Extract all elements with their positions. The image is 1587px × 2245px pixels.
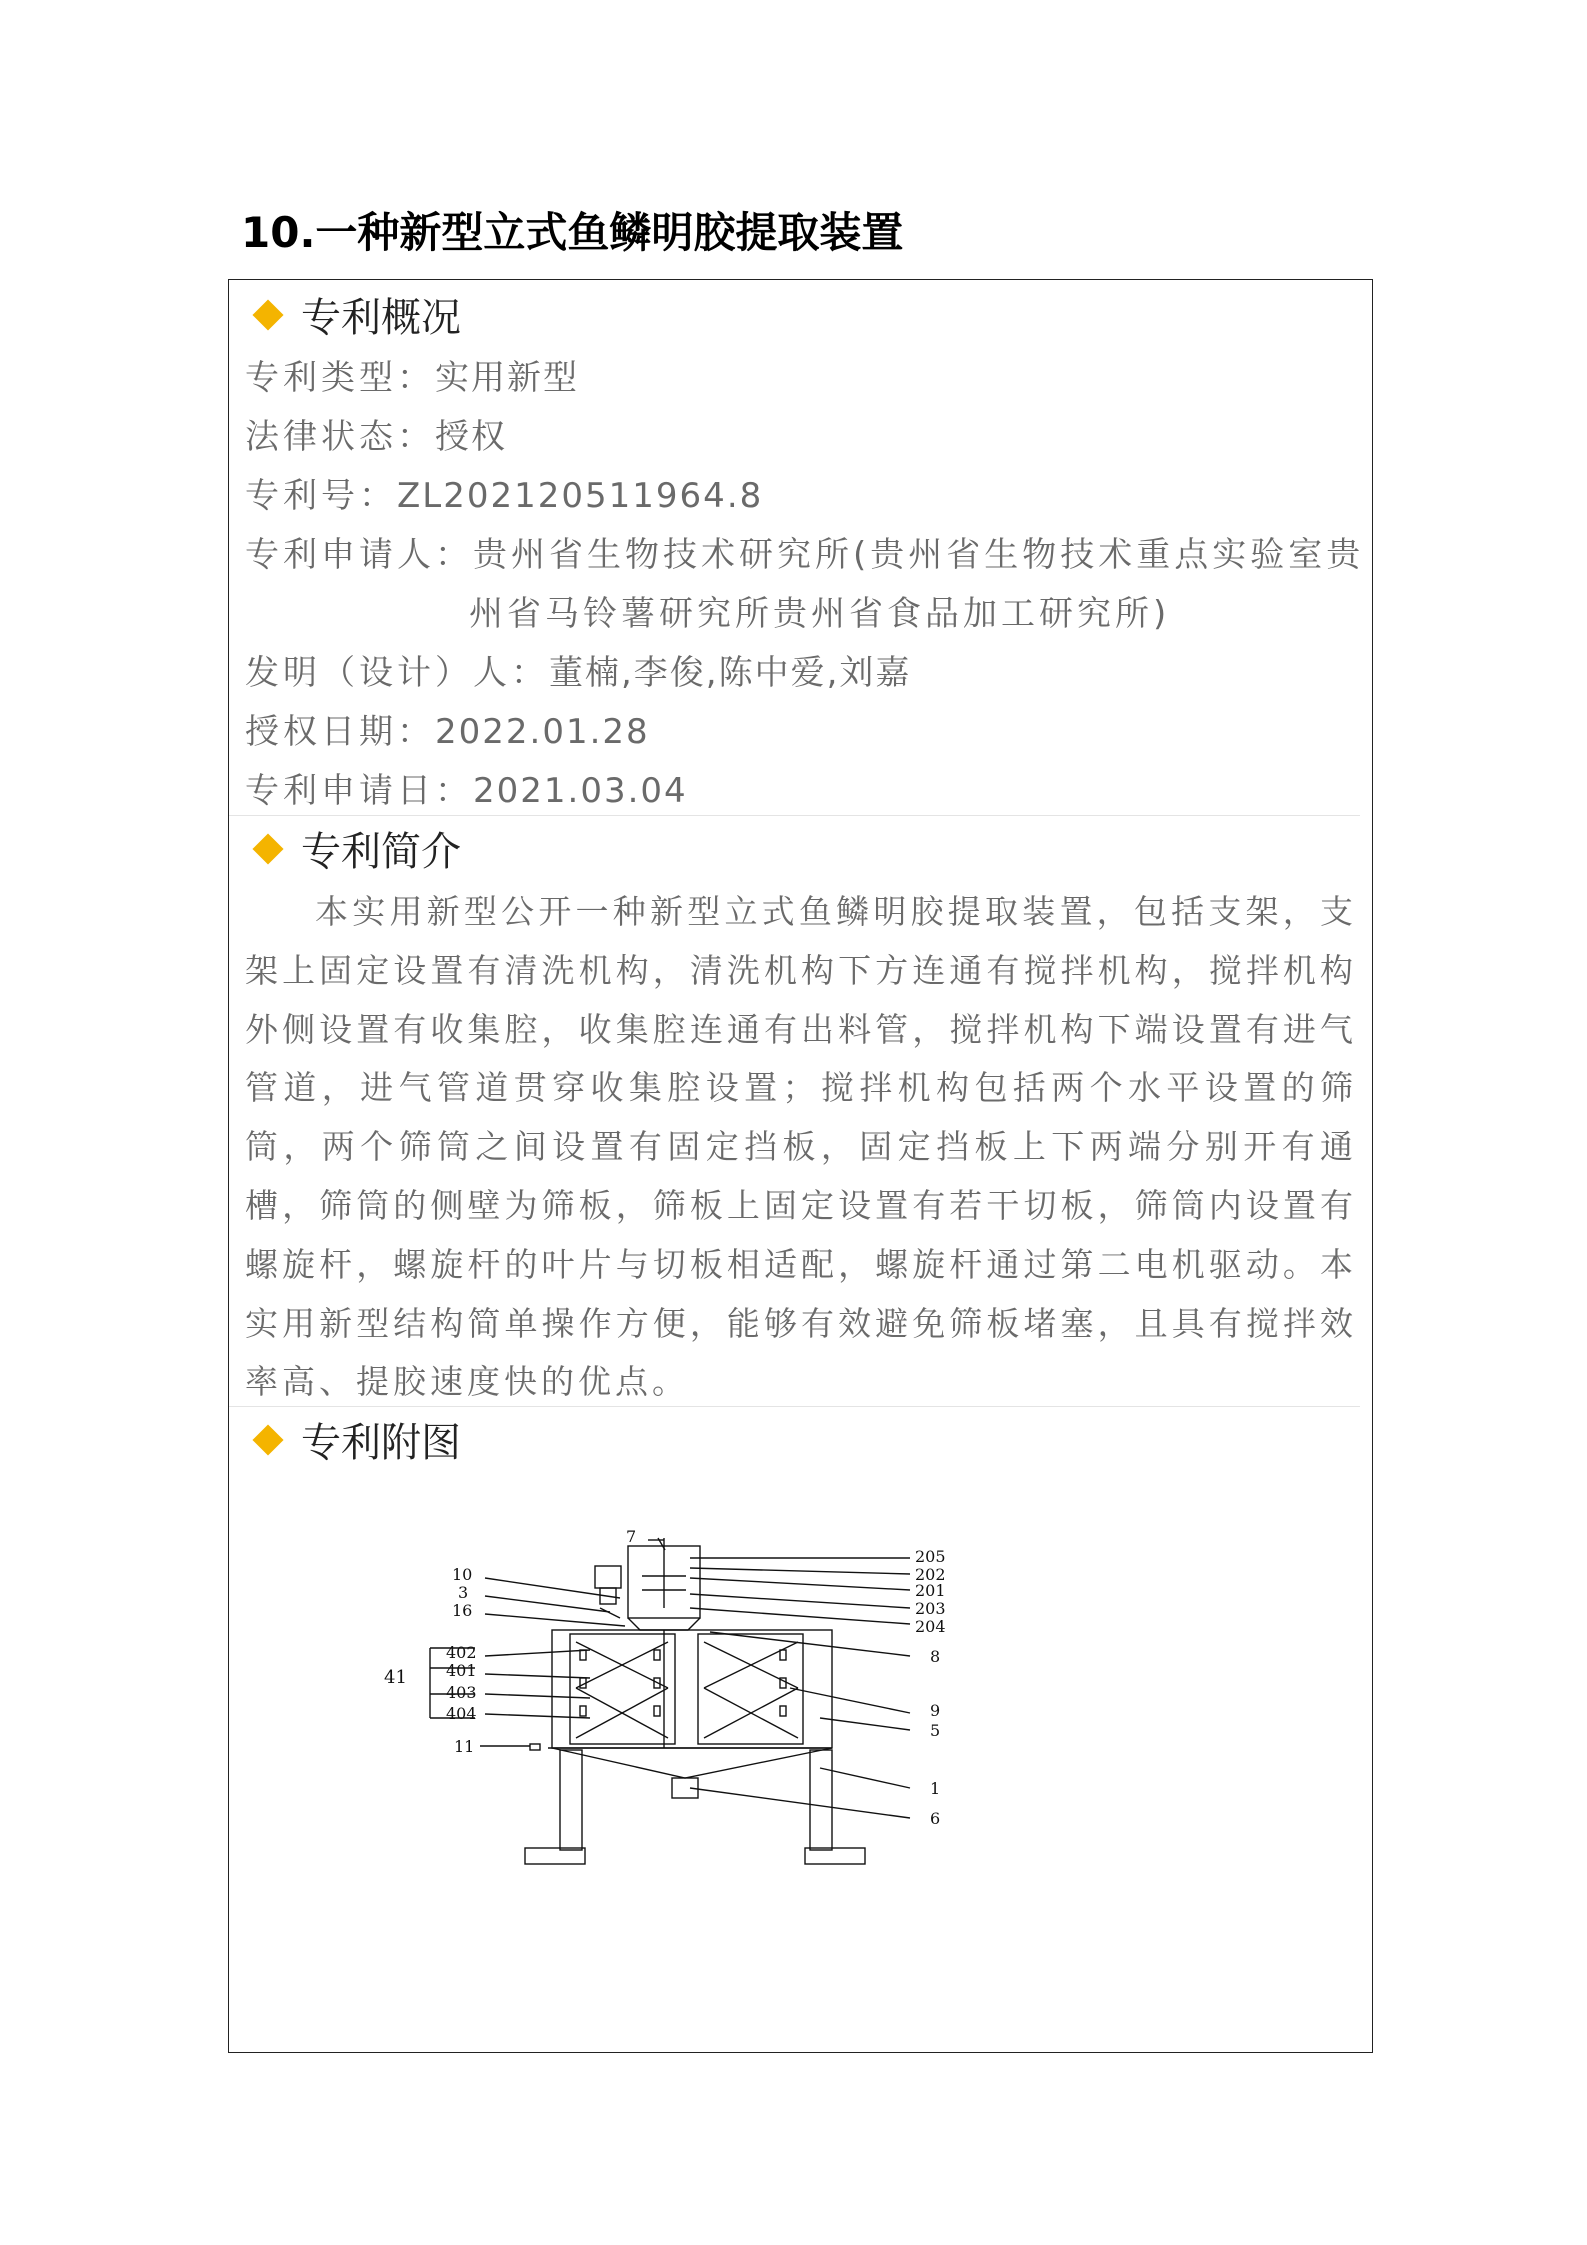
- field-status-label: 法律状态：: [245, 417, 435, 457]
- abstract-text: 本实用新型公开一种新型立式鱼鳞明胶提取装置，包括支架，支架上固定设置有清洗机构，清洗机构下方连通有搅拌机构，搅拌机构外侧设置有收集腔，收集腔连通有出料管，搅拌机构下端设置有进气管道，进气管道贯穿收集腔设置；搅拌机构包括两个水平设置的筛筒，两个筛筒之间设置有固定挡板，固定挡板上下两端分别开有通槽，筛筒的侧壁为筛板，筛板上固定设置有若干切板，筛筒内设置有螺旋杆，螺旋杆的叶片与切板相适配，螺旋杆通过第二电机驱动。本实用新型结构简单操作方便，能够有效避免筛板堵塞，且具有搅拌效率高、提胶速度快的优点。: [245, 892, 1357, 1402]
- divider: [229, 815, 1360, 816]
- figure-label: 202: [915, 1565, 946, 1584]
- field-applicant-label: 专利申请人：: [245, 535, 473, 575]
- diamond-bullet-icon: [252, 833, 283, 864]
- figure-label: 205: [915, 1547, 946, 1566]
- field-apply-value: 2021.03.04: [473, 771, 688, 811]
- field-apply-label: 专利申请日：: [245, 771, 473, 811]
- figure-label: 16: [452, 1601, 473, 1620]
- field-apply-date: [245, 763, 688, 812]
- figure-label: 203: [915, 1599, 946, 1618]
- section-figure-label: 专利附图: [301, 1420, 461, 1466]
- section-figure-heading: [247, 1411, 461, 1468]
- diamond-bullet-icon: [252, 1424, 283, 1455]
- patent-drawing: [384, 1527, 1110, 1888]
- field-type-label: 专利类型：: [245, 358, 435, 398]
- main-body: [552, 1630, 832, 1748]
- field-status: [245, 409, 507, 458]
- figure-label: 6: [930, 1809, 941, 1828]
- figure-label: 401: [446, 1661, 477, 1680]
- figure-label: 7: [626, 1527, 637, 1546]
- figure-label: 3: [458, 1583, 469, 1602]
- field-inventor-value: 董楠,李俊,陈中爱,刘嘉: [549, 653, 912, 693]
- figure-label: 403: [446, 1683, 477, 1702]
- field-applicant-line1: 贵州省生物技术研究所(贵州省生物技术重点实验室贵: [473, 535, 1365, 575]
- section-intro-label: 专利简介: [301, 829, 461, 875]
- field-type: [245, 350, 579, 399]
- figure-label: 10: [452, 1565, 473, 1584]
- divider: [229, 1406, 1360, 1407]
- field-number: [245, 468, 763, 517]
- figure-label: 5: [930, 1721, 941, 1740]
- field-number-label: 专利号：: [245, 476, 397, 516]
- section-overview-heading: [247, 286, 461, 343]
- figure-label: 201: [915, 1581, 946, 1600]
- figure-label: 204: [915, 1617, 946, 1636]
- diamond-bullet-icon: [252, 299, 283, 330]
- field-type-value: 实用新型: [435, 358, 579, 398]
- field-status-value: 授权: [435, 417, 507, 457]
- apparatus-diagram: [384, 1527, 1110, 1888]
- figure-label: 1: [930, 1779, 941, 1798]
- figure-label: 11: [454, 1737, 475, 1756]
- field-applicant: [245, 527, 1364, 576]
- field-grant-date: [245, 704, 650, 753]
- field-grant-label: 授权日期：: [245, 712, 435, 752]
- page-title: 10.一种新型立式鱼鳞明胶提取装置: [241, 208, 904, 257]
- section-overview-label: 专利概况: [301, 295, 461, 341]
- section-intro-heading: [247, 820, 461, 877]
- figure-label: 41: [384, 1667, 407, 1688]
- figure-label: 402: [446, 1643, 477, 1662]
- field-inventor: [245, 645, 911, 694]
- figure-label: 9: [930, 1701, 941, 1720]
- field-number-value: ZL202120511964.8: [397, 476, 764, 516]
- figure-label: 404: [446, 1704, 477, 1723]
- motor: [595, 1566, 621, 1588]
- field-inventor-label: 发明（设计）人：: [245, 653, 549, 693]
- figure-label: 8: [930, 1647, 941, 1666]
- field-grant-value: 2022.01.28: [435, 712, 650, 752]
- field-applicant-line2: 州省马铃薯研究所贵州省食品加工研究所): [469, 594, 1171, 634]
